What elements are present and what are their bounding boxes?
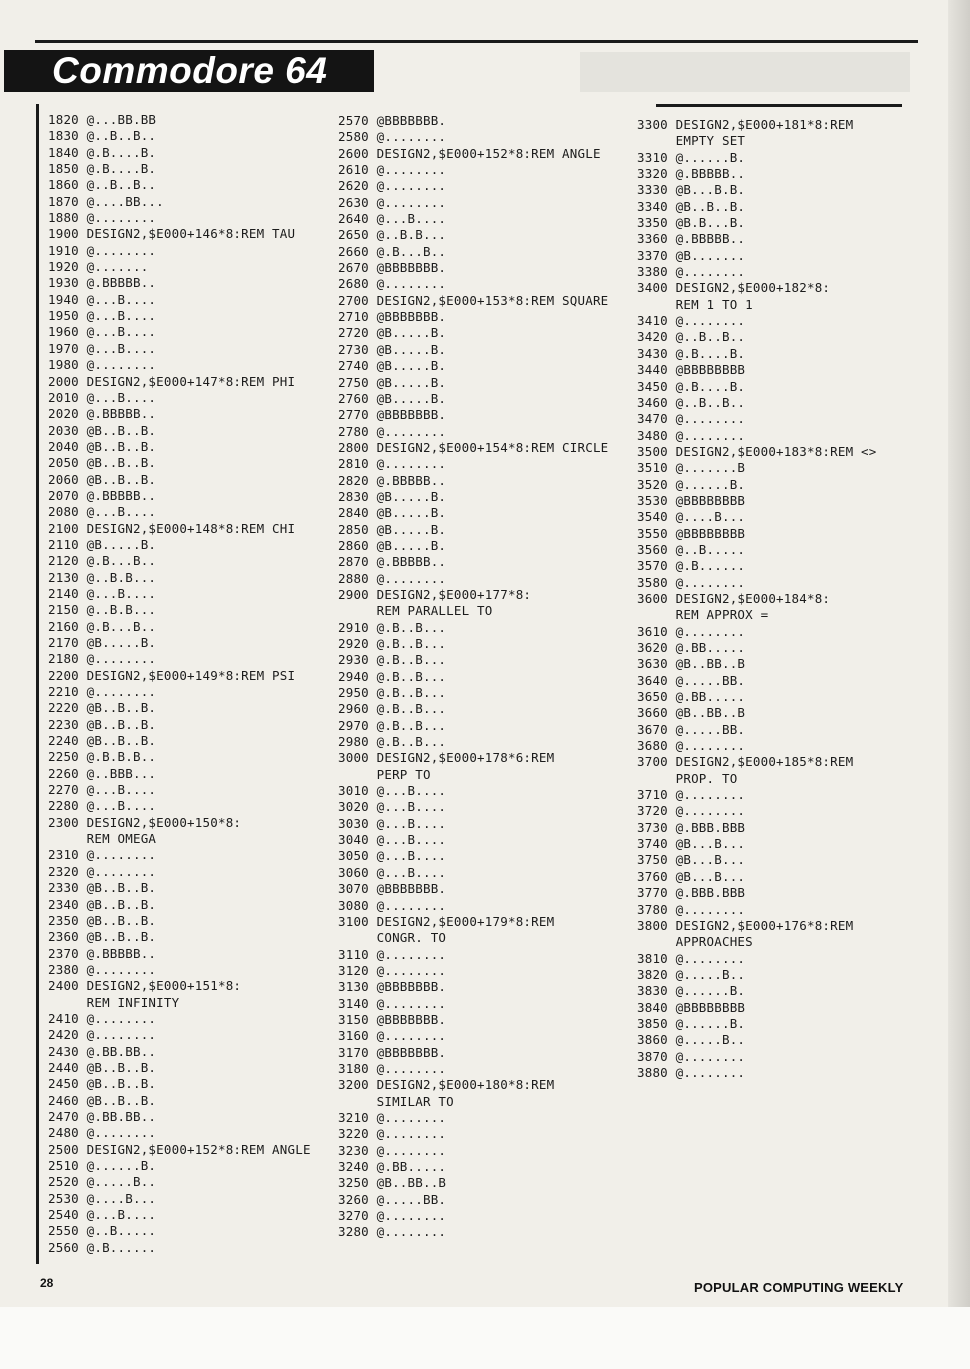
code-line: 2840 @B.....B.	[338, 505, 447, 521]
code-line: PERP TO	[338, 766, 431, 782]
code-line: 3770 @.BBB.BBB	[637, 885, 746, 901]
masthead-title: Commodore 64	[4, 50, 374, 92]
code-line: 2310 @........	[48, 847, 157, 863]
code-line: 2670 @BBBBBBB.	[338, 260, 447, 276]
code-line: 1840 @.B....B.	[48, 144, 157, 160]
code-line: 2140 @...B....	[48, 585, 157, 601]
code-line: 2780 @........	[338, 423, 447, 439]
code-line: 3440 @BBBBBBBB	[637, 362, 746, 378]
code-line: 3350 @B.B...B.	[637, 215, 746, 231]
code-line: 2130 @..B.B...	[48, 569, 157, 585]
code-line: 3830 @......B.	[637, 983, 746, 999]
code-line: 2450 @B..B..B.	[48, 1076, 157, 1092]
code-line: 3280 @........	[338, 1224, 447, 1240]
code-line: 3110 @........	[338, 946, 447, 962]
code-line: 3330 @B...B.B.	[637, 182, 746, 198]
code-line: 2710 @BBBBBBB.	[338, 309, 447, 325]
code-line: 2470 @.BB.BB..	[48, 1108, 157, 1124]
code-line: 3130 @BBBBBBB.	[338, 979, 447, 995]
code-line: CONGR. TO	[338, 930, 447, 946]
code-line: 1830 @..B..B..	[48, 128, 157, 144]
code-line: 2950 @.B..B...	[338, 685, 447, 701]
code-line: 2620 @........	[338, 178, 447, 194]
code-line: 3250 @B..BB..B	[338, 1175, 447, 1191]
code-line: 2510 @......B.	[48, 1158, 157, 1173]
code-line: REM PARALLEL TO	[338, 603, 493, 619]
code-line: 2000 DESIGN2,$E000+147*8:REM PHI	[48, 373, 296, 389]
code-line: 2980 @.B..B...	[338, 734, 447, 750]
code-line: 3730 @.BBB.BBB	[637, 819, 746, 835]
code-line: 1960 @...B....	[48, 324, 157, 340]
page-number: 28	[40, 1276, 54, 1290]
code-line: 3720 @........	[637, 803, 746, 819]
code-line: 3870 @........	[637, 1048, 746, 1064]
code-line: 2150 @..B.B...	[48, 602, 157, 618]
code-line: 2250 @.B.B.B..	[48, 749, 157, 765]
code-line: 2860 @B.....B.	[338, 537, 447, 553]
code-line: 2930 @.B..B...	[338, 652, 447, 668]
code-line: 3520 @......B.	[637, 476, 746, 492]
code-line: 2750 @B.....B.	[338, 374, 447, 390]
code-line: 2640 @...B....	[338, 211, 447, 227]
code-line: 3500 DESIGN2,$E000+183*8:REM <>	[637, 443, 877, 459]
code-line: 1950 @...B....	[48, 308, 157, 324]
show-through-banner	[580, 52, 910, 92]
code-line: 3400 DESIGN2,$E000+182*8:	[637, 280, 831, 296]
code-line: 2570 @BBBBBBB.	[338, 113, 447, 128]
frame-top-rule	[656, 104, 902, 107]
code-line: 2420 @........	[48, 1027, 157, 1043]
code-line: APPROACHES	[637, 934, 753, 950]
code-line: 2630 @........	[338, 194, 447, 210]
code-line: SIMILAR TO	[338, 1093, 454, 1109]
code-line: 3470 @........	[637, 411, 746, 427]
code-line: 2280 @...B....	[48, 798, 157, 814]
code-line: 1900 DESIGN2,$E000+146*8:REM TAU	[48, 226, 296, 242]
code-line: 3660 @B..BB..B	[637, 705, 746, 721]
code-line: 3320 @.BBBBB..	[637, 166, 746, 182]
code-line: 2920 @.B..B...	[338, 636, 447, 651]
code-line: 3620 @.BB.....	[637, 640, 746, 655]
frame-left-rule	[36, 104, 39, 1264]
code-line: 3310 @......B.	[637, 149, 746, 165]
code-line: 2940 @.B..B...	[338, 668, 447, 684]
code-line: 2040 @B..B..B.	[48, 438, 157, 454]
code-line: 2870 @.BBBBB..	[338, 554, 447, 570]
code-line: 1910 @........	[48, 242, 157, 258]
code-line: 2540 @...B....	[48, 1207, 157, 1223]
code-line: 3240 @.BB.....	[338, 1159, 447, 1174]
code-line: 2100 DESIGN2,$E000+148*8:REM CHI	[48, 520, 296, 536]
code-line: 3880 @........	[637, 1064, 746, 1080]
code-line: 2400 DESIGN2,$E000+151*8:	[48, 978, 242, 994]
code-line: 1940 @...B....	[48, 291, 157, 307]
code-line: 2680 @........	[338, 276, 447, 292]
code-line: 2580 @........	[338, 129, 447, 145]
code-line: REM INFINITY	[48, 994, 180, 1010]
code-line: 1850 @.B....B.	[48, 161, 157, 177]
code-line: 2460 @B..B..B.	[48, 1092, 157, 1108]
code-line: 3530 @BBBBBBBB	[637, 492, 746, 508]
code-line: 1930 @.BBBBB..	[48, 275, 157, 291]
code-line: 2380 @........	[48, 961, 157, 977]
code-line: 2210 @........	[48, 684, 157, 700]
code-line: 2440 @B..B..B.	[48, 1059, 157, 1075]
code-line: 2700 DESIGN2,$E000+153*8:REM SQUARE	[338, 292, 609, 308]
code-line: 3020 @...B....	[338, 799, 447, 815]
code-line: 3070 @BBBBBBB.	[338, 881, 447, 897]
code-line: 3150 @BBBBBBB.	[338, 1011, 447, 1027]
code-line: 2810 @........	[338, 456, 447, 472]
code-line: 2500 DESIGN2,$E000+152*8:REM ANGLE	[48, 1141, 311, 1157]
code-line: 3050 @...B....	[338, 848, 447, 864]
code-line: 3220 @........	[338, 1126, 447, 1142]
code-line: 3360 @.BBBBB..	[637, 231, 746, 247]
code-line: 2070 @.BBBBB..	[48, 487, 157, 503]
code-line: 2550 @..B.....	[48, 1223, 157, 1239]
code-line: 3080 @........	[338, 897, 447, 913]
code-line: 3300 DESIGN2,$E000+181*8:REM	[637, 117, 854, 132]
code-line: 3120 @........	[338, 962, 447, 978]
code-line: 3670 @.....BB.	[637, 721, 746, 737]
code-line: 3420 @..B..B..	[637, 329, 746, 345]
code-line: 3370 @B.......	[637, 247, 746, 263]
code-line: 2330 @B..B..B.	[48, 880, 157, 896]
code-line: 2170 @B.....B.	[48, 635, 157, 650]
code-line: 2610 @........	[338, 162, 447, 178]
code-line: 3610 @........	[637, 623, 746, 639]
code-line: 3540 @....B...	[637, 509, 746, 525]
magazine-name: POPULAR COMPUTING WEEKLY	[694, 1280, 904, 1295]
code-line: 2300 DESIGN2,$E000+150*8:	[48, 814, 242, 830]
code-line: 3200 DESIGN2,$E000+180*8:REM	[338, 1077, 555, 1093]
code-line: 2350 @B..B..B.	[48, 912, 157, 928]
code-line: REM 1 TO 1	[637, 296, 753, 312]
code-line: 3550 @BBBBBBBB	[637, 525, 746, 541]
code-line: 2970 @.B..B...	[338, 717, 447, 733]
code-line: 3000 DESIGN2,$E000+178*6:REM	[338, 750, 555, 766]
listing-column-1	[48, 112, 311, 1256]
code-line: 3410 @........	[637, 313, 746, 329]
code-line: 2730 @B.....B.	[338, 341, 447, 357]
code-line: 3710 @........	[637, 787, 746, 803]
code-line: 3800 DESIGN2,$E000+176*8:REM	[637, 917, 854, 933]
code-line: 3030 @...B....	[338, 815, 447, 831]
code-line: 2910 @.B..B...	[338, 619, 447, 635]
code-line: 2560 @.B......	[48, 1239, 157, 1255]
code-line: 3380 @........	[637, 264, 746, 280]
code-line: 3580 @........	[637, 574, 746, 590]
code-line: 3270 @........	[338, 1208, 447, 1224]
code-line: 3600 DESIGN2,$E000+184*8:	[637, 590, 831, 606]
code-line: 2660 @.B...B..	[338, 243, 447, 259]
code-line: 3510 @.......B	[637, 460, 746, 476]
code-line: 3780 @........	[637, 901, 746, 917]
code-line: 2960 @.B..B...	[338, 701, 447, 717]
code-line: 3160 @........	[338, 1028, 447, 1044]
code-line: 3260 @.....BB.	[338, 1191, 447, 1207]
code-line: 2320 @........	[48, 863, 157, 879]
top-rule	[35, 40, 918, 43]
code-line: 2180 @........	[48, 651, 157, 667]
code-line: 2520 @.....B..	[48, 1174, 157, 1190]
code-line: 2850 @B.....B.	[338, 521, 447, 537]
code-line: 3700 DESIGN2,$E000+185*8:REM	[637, 754, 854, 770]
code-line: 3450 @.B....B.	[637, 378, 746, 394]
code-line: 2220 @B..B..B.	[48, 700, 157, 716]
code-line: 1980 @........	[48, 357, 157, 373]
code-line: 2530 @....B...	[48, 1190, 157, 1206]
code-line: 3570 @.B......	[637, 558, 746, 574]
code-line: 3840 @BBBBBBBB	[637, 999, 746, 1015]
code-line: 2110 @B.....B.	[48, 536, 157, 552]
code-line: EMPTY SET	[637, 133, 746, 149]
code-line: 3820 @.....B..	[637, 966, 746, 982]
code-line: 2480 @........	[48, 1125, 157, 1141]
code-line: 3430 @.B....B.	[637, 345, 746, 361]
code-line: 3040 @...B....	[338, 832, 447, 848]
listing-column-2	[338, 113, 608, 1241]
code-line: 2010 @...B....	[48, 389, 157, 405]
code-line: 3640 @.....BB.	[637, 672, 746, 688]
code-line: 3230 @........	[338, 1142, 447, 1158]
code-line: 2360 @B..B..B.	[48, 929, 157, 945]
code-line: 2410 @........	[48, 1010, 157, 1026]
code-line: 3170 @BBBBBBB.	[338, 1044, 447, 1060]
code-line: 1870 @....BB...	[48, 193, 164, 209]
code-line: 3630 @B..BB..B	[637, 656, 746, 672]
code-line: REM OMEGA	[48, 831, 157, 847]
code-line: PROP. TO	[637, 770, 738, 786]
code-line: 3560 @..B.....	[637, 541, 746, 557]
code-line: 2770 @BBBBBBB.	[338, 407, 447, 423]
code-line: REM APPROX =	[637, 607, 769, 623]
code-line: 2120 @.B...B..	[48, 553, 157, 569]
code-line: 2800 DESIGN2,$E000+154*8:REM CIRCLE	[338, 439, 609, 455]
code-line: 2050 @B..B..B.	[48, 455, 157, 471]
code-line: 2900 DESIGN2,$E000+177*8:	[338, 586, 532, 602]
code-line: 3850 @......B.	[637, 1015, 746, 1031]
code-line: 3010 @...B....	[338, 783, 447, 799]
code-line: 3480 @........	[637, 427, 746, 443]
code-line: 3180 @........	[338, 1060, 447, 1076]
code-line: 3750 @B...B...	[637, 852, 746, 868]
page-edge-shadow	[948, 0, 970, 1369]
code-line: 2260 @..BBB...	[48, 765, 157, 781]
code-line: 3460 @..B..B..	[637, 394, 746, 410]
code-line: 2240 @B..B..B.	[48, 733, 157, 749]
code-line: 3060 @...B....	[338, 864, 447, 880]
code-line: 3740 @B...B...	[637, 836, 746, 852]
code-line: 2600 DESIGN2,$E000+152*8:REM ANGLE	[338, 145, 601, 161]
code-line: 1970 @...B....	[48, 340, 157, 356]
code-line: 2020 @.BBBBB..	[48, 406, 157, 422]
code-line: 2030 @B..B..B.	[48, 422, 157, 438]
code-line: 2880 @........	[338, 570, 447, 586]
code-line: 2740 @B.....B.	[338, 358, 447, 374]
code-line: 2830 @B.....B.	[338, 488, 447, 504]
code-line: 3340 @B..B..B.	[637, 198, 746, 214]
code-line: 1820 @...BB.BB	[48, 112, 157, 127]
code-line: 2270 @...B....	[48, 782, 157, 798]
listing-column-3	[637, 117, 877, 1081]
code-line: 1920 @.......	[48, 259, 149, 275]
code-line: 2340 @B..B..B.	[48, 896, 157, 912]
code-line: 3210 @........	[338, 1109, 447, 1125]
code-line: 3680 @........	[637, 738, 746, 754]
code-line: 2370 @.BBBBB..	[48, 945, 157, 961]
code-line: 3860 @.....B..	[637, 1032, 746, 1048]
code-line: 3810 @........	[637, 950, 746, 966]
code-line: 2160 @.B...B..	[48, 618, 157, 634]
code-line: 3100 DESIGN2,$E000+179*8:REM	[338, 913, 555, 929]
code-line: 2820 @.BBBBB..	[338, 472, 447, 488]
code-line: 1860 @..B..B..	[48, 177, 157, 193]
code-line: 3650 @.BB.....	[637, 689, 746, 705]
code-line: 2200 DESIGN2,$E000+149*8:REM PSI	[48, 667, 296, 683]
code-line: 2760 @B.....B.	[338, 390, 447, 406]
code-line: 2430 @.BB.BB..	[48, 1043, 157, 1059]
code-line: 2060 @B..B..B.	[48, 471, 157, 487]
code-line: 2650 @..B.B...	[338, 227, 447, 243]
code-line: 2080 @...B....	[48, 504, 157, 520]
code-line: 2230 @B..B..B.	[48, 716, 157, 732]
code-line: 3140 @........	[338, 995, 447, 1011]
code-line: 2720 @B.....B.	[338, 325, 447, 341]
page-bottom-margin	[0, 1307, 970, 1369]
code-line: 3760 @B...B...	[637, 868, 746, 884]
code-line: 1880 @........	[48, 210, 157, 226]
